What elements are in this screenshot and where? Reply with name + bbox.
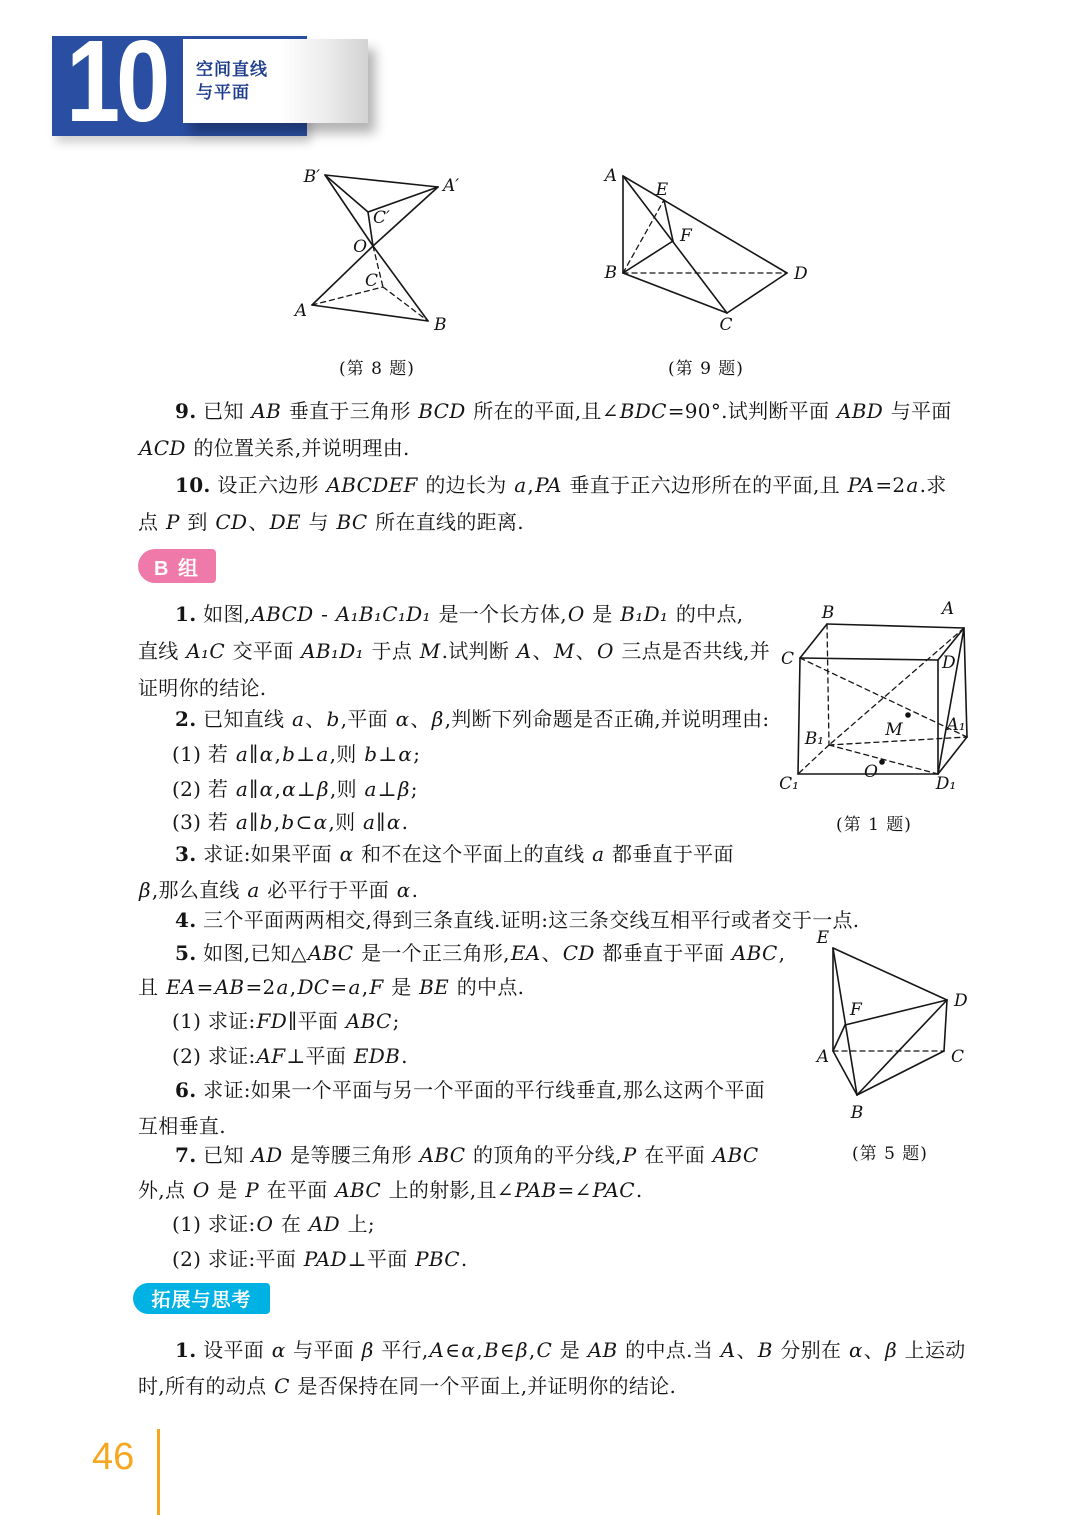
problem-line-numbered: 9. 已知 AB 垂直于三角形 BCD 所在的平面,且∠BDC=90°.试判断平面 ABD 与平面 [175, 399, 952, 423]
problem-line-numbered: 1. 如图,ABCD - A₁B₁C₁D₁ 是一个长方体,O 是 B₁D₁ 的中点, [175, 602, 744, 626]
fig8-label-A: A [294, 301, 307, 321]
footer-rule [157, 1429, 160, 1515]
problem-line: (1) 求证:O 在 AD 上; [172, 1212, 375, 1236]
figure-problem-9 [595, 158, 810, 343]
problem-line: 证明你的结论. [138, 676, 267, 700]
problem-line: (3) 若 a∥b,b⊂α,则 a∥α. [172, 810, 409, 834]
problem-line-numbered: 1. 设平面 α 与平面 β 平行,A∈α,B∈β,C 是 AB 的中点.当 A、B 分别在 α、β 上运动 [175, 1338, 966, 1362]
fig5-label-A: A [816, 1047, 829, 1067]
fig1-label-O: O [864, 762, 878, 782]
problem-line: (2) 若 a∥α,α⊥β,则 a⊥β; [172, 777, 418, 801]
problem-line: (1) 若 a∥α,b⊥a,则 b⊥α; [172, 742, 421, 766]
fig8-label-C-prime: C′ [373, 208, 390, 228]
fig5-label-D: D [954, 991, 968, 1011]
problem-line: 且 EA=AB=2a,DC=a,F 是 BE 的中点. [138, 975, 525, 999]
chapter-number: 10 [66, 16, 166, 146]
figure-problem-5 [805, 925, 980, 1123]
fig1-label-D1: D₁ [935, 774, 957, 794]
fig8-label-O: O [353, 237, 367, 257]
badge-extension: 拓展与思考 [133, 1283, 270, 1314]
problem-line-numbered: 5. 如图,已知△ABC 是一个正三角形,EA、CD 都垂直于平面 ABC, [175, 941, 786, 965]
problem-line: 互相垂直. [138, 1114, 226, 1138]
problem-line-numbered: 2. 已知直线 a、b,平面 α、β,判断下列命题是否正确,并说明理由: [175, 707, 770, 731]
problem-line: 直线 A₁C 交平面 AB₁D₁ 于点 M.试判断 A、M、O 三点是否共线,并 [138, 639, 771, 663]
fig1-label-B: B [821, 603, 835, 623]
fig9-label-B: B [604, 263, 617, 283]
chapter-title-line1: 空间直线 [196, 60, 268, 79]
page-number: 46 [92, 1436, 135, 1478]
fig1-label-M: M [885, 720, 903, 740]
problem-line: 点 P 到 CD、DE 与 BC 所在直线的距离. [138, 510, 524, 534]
fig8-label-C: C [364, 271, 378, 291]
problem-line-numbered: 10. 设正六边形 ABCDEF 的边长为 a,PA 垂直于正六边形所在的平面,且 PA=2a.求 [175, 473, 947, 497]
fig8-caption: (第 8 题) [339, 359, 415, 379]
problem-line-numbered: 7. 已知 AD 是等腰三角形 ABC 的顶角的平分线,P 在平面 ABC [175, 1143, 759, 1167]
badge-group-b: B 组 [138, 549, 216, 583]
figure-problem-8 [280, 158, 470, 348]
problem-line-numbered: 3. 求证:如果平面 α 和不在这个平面上的直线 a 都垂直于平面 [175, 842, 734, 866]
chapter-title-line2: 与平面 [196, 83, 250, 102]
fig1-label-C1: C₁ [779, 774, 799, 794]
fig5-label-B: B [850, 1103, 864, 1123]
fig9-label-F: F [680, 226, 692, 246]
problem-line: (1) 求证:FD∥平面 ABC; [172, 1009, 400, 1033]
fig8-label-B: B [434, 315, 447, 335]
fig1-label-D: D [942, 653, 956, 673]
problem-line-numbered: 6. 求证:如果一个平面与另一个平面的平行线垂直,那么这两个平面 [175, 1078, 765, 1102]
fig1-caption: (第 1 题) [836, 815, 912, 835]
problem-line: 时,所有的动点 C 是否保持在同一个平面上,并证明你的结论. [138, 1374, 677, 1398]
fig9-label-C: C [719, 315, 733, 335]
fig9-label-D: D [794, 264, 808, 284]
fig5-label-F: F [850, 1000, 862, 1020]
problem-line-numbered: 4. 三个平面两两相交,得到三条直线.证明:这三条交线互相平行或者交于一点. [175, 908, 860, 932]
problem-line: (2) 求证:平面 PAD⊥平面 PBC. [172, 1247, 468, 1271]
problem-line: ACD 的位置关系,并说明理由. [139, 436, 410, 460]
fig9-label-A: A [604, 166, 617, 186]
fig1-label-C: C [780, 649, 794, 669]
figure-problem-1-cuboid [780, 600, 990, 800]
fig5-label-E: E [816, 928, 829, 948]
chapter-title-card [183, 39, 368, 123]
fig5-caption: (第 5 题) [852, 1144, 928, 1164]
fig8-label-A-prime: A′ [443, 176, 460, 196]
fig1-label-B1: B₁ [804, 729, 824, 749]
fig1-label-A1: A₁ [946, 715, 966, 735]
problem-line: β,那么直线 a 必平行于平面 α. [139, 878, 419, 902]
fig1-label-A: A [941, 599, 955, 619]
problem-line: (2) 求证:AF⊥平面 EDB. [172, 1044, 408, 1068]
fig5-label-C: C [951, 1047, 965, 1067]
problem-line: 外,点 O 是 P 在平面 ABC 上的射影,且∠PAB=∠PAC. [138, 1178, 643, 1202]
fig9-caption: (第 9 题) [668, 359, 744, 379]
fig8-label-B-prime: B′ [303, 167, 320, 187]
fig9-label-E: E [655, 180, 669, 200]
